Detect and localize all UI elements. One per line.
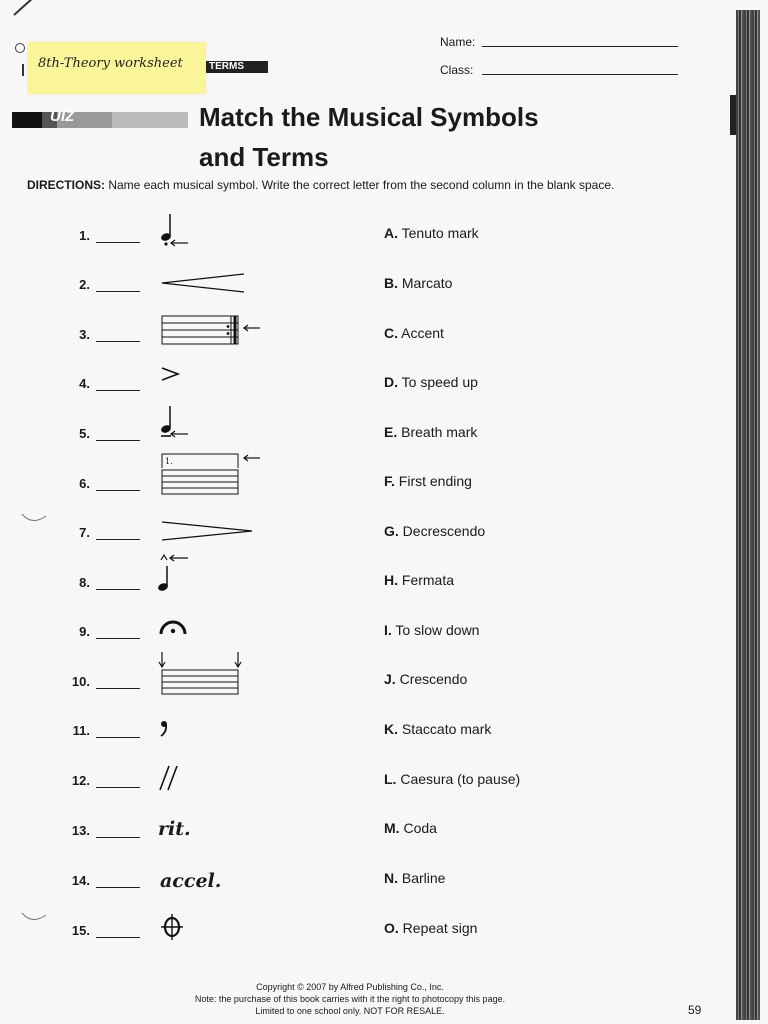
accel-text (158, 866, 258, 906)
question-number: 13. (71, 823, 90, 838)
answer-blank[interactable] (96, 688, 140, 689)
answer-blank[interactable] (96, 887, 140, 888)
barline-icon (158, 650, 258, 698)
accel-text-label: accel. (160, 870, 222, 892)
class-field[interactable] (482, 74, 678, 75)
answer-option (384, 771, 520, 787)
answer-letter: M. (384, 820, 400, 836)
binding-shadow (730, 95, 736, 135)
answer-blank[interactable] (96, 638, 140, 639)
decrescendo-hairpin-icon (158, 512, 258, 552)
answer-blank[interactable] (96, 242, 140, 243)
answer-blank[interactable] (96, 837, 140, 838)
pencil-mark (18, 895, 58, 935)
question-number: 3. (79, 327, 90, 342)
directions-label: DIRECTIONS: (27, 178, 105, 192)
question-number: 5. (79, 426, 90, 441)
directions-text: Name each musical symbol. Write the correct letter from the second column in the blank space. (108, 178, 615, 192)
answer-term: Staccato mark (401, 721, 492, 737)
accent-icon (158, 360, 258, 400)
answer-letter: C. (384, 325, 398, 341)
answer-term: Crescendo (399, 671, 468, 687)
first-ending-icon (158, 450, 258, 498)
title-line-2: and Terms (199, 142, 329, 172)
question-number: 7. (79, 525, 90, 540)
answer-letter: H. (384, 572, 398, 588)
answer-blank[interactable] (96, 937, 140, 938)
answer-blank[interactable] (96, 341, 140, 342)
question-number: 2. (79, 277, 90, 292)
answer-blank[interactable] (96, 589, 140, 590)
fermata-icon (158, 612, 258, 652)
answer-letter: O. (384, 920, 399, 936)
question-number: 14. (71, 873, 90, 888)
answer-letter: I. (384, 622, 392, 638)
question-number: 11. (72, 723, 90, 738)
answer-letter: N. (384, 870, 398, 886)
answer-option (384, 275, 452, 291)
answer-letter: E. (384, 424, 398, 440)
name-label: Name: (440, 35, 476, 49)
rit-text (158, 816, 258, 856)
answer-term: Breath mark (401, 424, 478, 440)
answer-term: Repeat sign (402, 920, 478, 936)
answer-term: Fermata (401, 572, 455, 588)
answer-blank[interactable] (96, 787, 140, 788)
answer-letter: B. (384, 275, 398, 291)
answer-option (384, 622, 479, 638)
answer-blank[interactable] (96, 390, 140, 391)
answer-blank[interactable] (96, 291, 140, 292)
pin-mark (13, 0, 44, 16)
answer-letter: L. (384, 771, 397, 787)
directions (27, 178, 614, 192)
coda-icon (158, 910, 258, 950)
answer-blank[interactable] (96, 737, 140, 738)
question-number: 9. (79, 624, 90, 639)
answer-term: Tenuto mark (401, 225, 479, 241)
crescendo-hairpin-icon (158, 264, 258, 304)
section-tag (206, 61, 268, 73)
answer-letter: F. (384, 473, 395, 489)
title-line-1: Match the Musical Symbols (199, 102, 539, 132)
answer-blank[interactable] (96, 440, 140, 441)
class-label: Class: (440, 63, 474, 77)
answer-term: Accent (401, 325, 444, 341)
answer-option (384, 325, 444, 341)
answer-term: Coda (403, 820, 437, 836)
question-number: 15. (71, 923, 90, 938)
section-tag-label: TERMS (209, 61, 244, 72)
answer-option (384, 820, 437, 836)
binding-edge (736, 10, 760, 1020)
answer-option (384, 870, 445, 886)
answer-term: Caesura (to pause) (400, 771, 521, 787)
answer-term: Barline (401, 870, 446, 886)
answer-blank[interactable] (96, 490, 140, 491)
answer-letter: A. (384, 225, 398, 241)
answer-option (384, 572, 454, 588)
pin-hole (15, 43, 25, 53)
answer-option (384, 374, 478, 390)
marcato-note-icon (158, 552, 258, 596)
answer-term: Marcato (401, 275, 453, 291)
answer-letter: J. (384, 671, 396, 687)
rit-text-label: rit. (158, 818, 191, 840)
margin-tick (22, 64, 24, 76)
page-number: 59 (688, 1003, 702, 1017)
answer-term: To speed up (401, 374, 478, 390)
answer-letter: G. (384, 523, 399, 539)
question-number: 1. (79, 228, 90, 243)
pencil-mark (18, 500, 58, 540)
answer-option (384, 424, 477, 440)
svg-text:1.: 1. (165, 457, 173, 466)
name-field[interactable] (482, 46, 678, 47)
answer-term: Decrescendo (402, 523, 486, 539)
answer-blank[interactable] (96, 539, 140, 540)
footer-note: Note: the purchase of this book carries with it the right to photocopy this page. (194, 994, 506, 1004)
question-number: 8. (79, 575, 90, 590)
tenuto-note-icon (158, 210, 258, 250)
answer-option (384, 523, 485, 539)
answer-option (384, 920, 477, 936)
sticky-note (28, 42, 206, 94)
answer-letter: K. (384, 721, 398, 737)
question-number: 10. (71, 674, 90, 689)
quiz-banner (12, 108, 188, 128)
answer-term: To slow down (395, 622, 480, 638)
breath-mark-icon (158, 712, 258, 752)
answer-option (384, 473, 472, 489)
answer-option (384, 721, 491, 737)
caesura-icon (158, 760, 258, 800)
repeat-sign-icon (158, 312, 258, 352)
tenuto-mark-icon (158, 402, 258, 442)
answer-option (384, 671, 467, 687)
sticky-note-text: 8th-Theory worksheet (38, 56, 183, 71)
answer-term: First ending (398, 473, 472, 489)
question-number: 4. (79, 376, 90, 391)
page-title (199, 97, 539, 177)
quiz-tag: UIZ (50, 108, 75, 125)
answer-letter: D. (384, 374, 398, 390)
question-number: 12. (71, 773, 90, 788)
question-number: 6. (79, 476, 90, 491)
footer-copyright: Copyright © 2007 by Alfred Publishing Co., Inc. (256, 982, 444, 992)
footer-limit: Limited to one school only. NOT FOR RESALE. (255, 1006, 445, 1016)
answer-option (384, 225, 479, 241)
